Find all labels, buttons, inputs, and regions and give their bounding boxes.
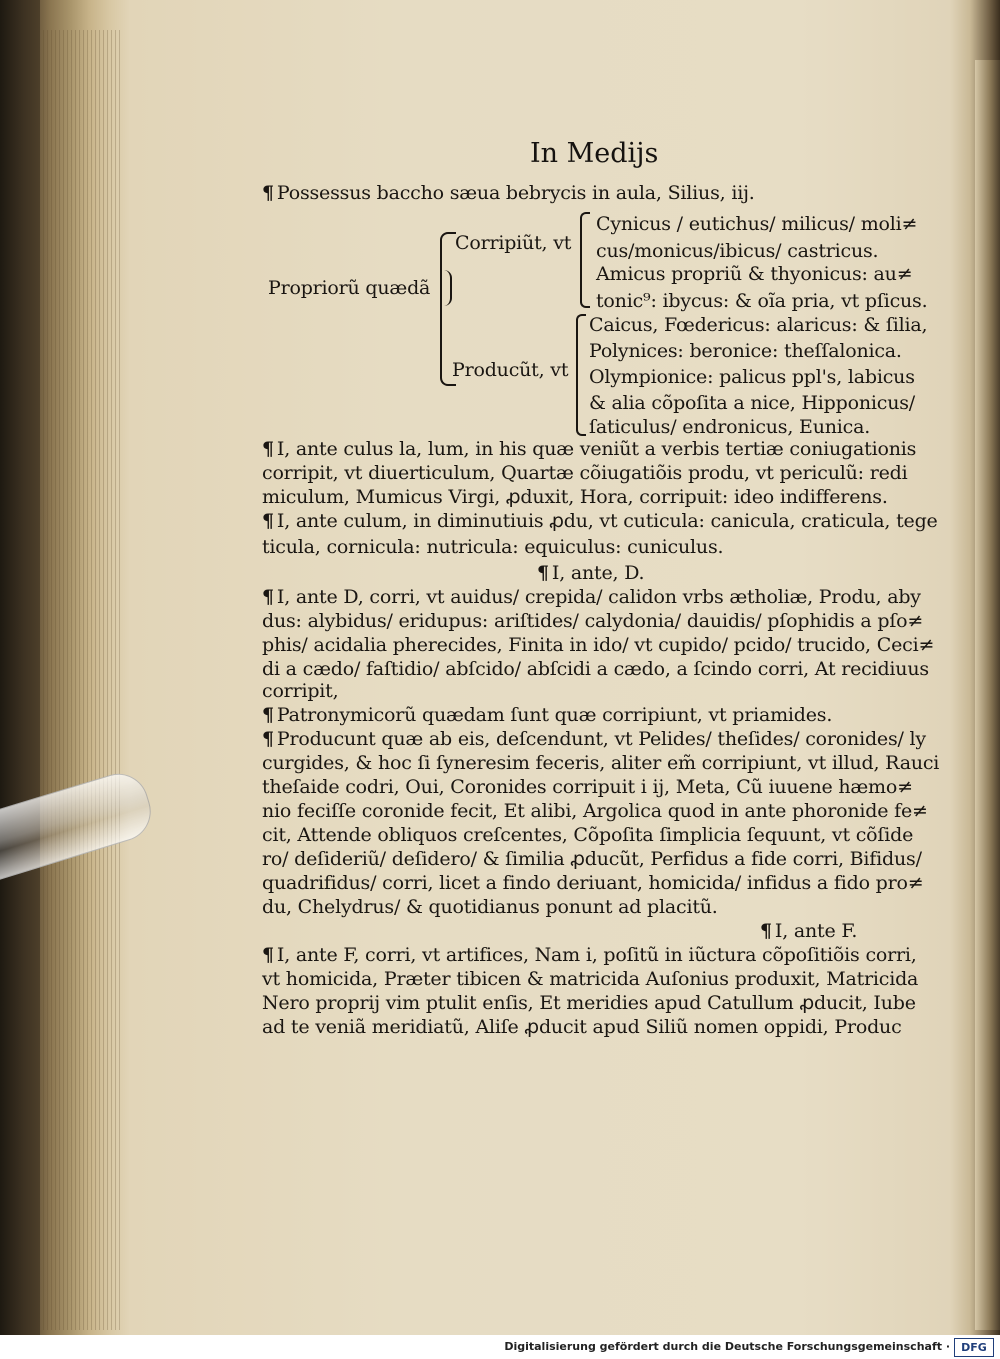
page-edges [35, 30, 120, 1330]
text-line: ¶ I, ante culus la, lum, in his quæ veniũt a verbis tertiæ coniugationis [262, 438, 917, 460]
brace-label-corripiunt: Corripiũt, vt [455, 232, 572, 254]
text-line: vt homicida, Præter tibicen & matricida Auſonius produxit, Matricida [262, 968, 919, 990]
brace-label-producunt: Producũt, vt [452, 359, 569, 381]
section-heading: ¶ I, ante, D. [537, 562, 645, 584]
pilcrow-icon: ¶ [760, 920, 772, 942]
text-line: ſaticulus/ endronicus, Eunica. [589, 416, 871, 438]
text-line: theſaide codri, Oui, Coronides corripuit i ij, Meta, Cũ iuuene hæmo≠ [262, 776, 913, 798]
pilcrow-icon: ¶ [262, 586, 274, 608]
pilcrow-icon: ¶ [262, 728, 274, 750]
dfg-logo: DFG [954, 1338, 994, 1357]
text-line: tonic⁹: ibycus: & oĩa pria, vt pſicus. [596, 290, 928, 312]
text-line: ad te veniã meridiatũ, Aliſe ꝓducit apud Siliũ nomen oppidi, Produc [262, 1016, 902, 1038]
pilcrow-icon: ¶ [262, 182, 274, 204]
text-line: corripit, vt diuerticulum, Quartæ cõiugatiõis produ, vt periculũ: redi [262, 462, 908, 484]
text-line: ro/ deſideriũ/ deſidero/ & ſimilia ꝓducũt, Perfidus a fide corri, Bifidus/ [262, 848, 922, 870]
brace [438, 270, 452, 306]
text-line: Caicus, Fœdericus: alaricus: & ſilia, [589, 314, 928, 336]
text-line: ¶ Possessus baccho sæua bebrycis in aula, Silius, iij. [262, 182, 755, 204]
text-line: cit, Attende obliquos creſcentes, Cõpoſita ſimplicia ſequunt, vt cõſide [262, 824, 914, 846]
pilcrow-icon: ¶ [262, 704, 274, 726]
pilcrow-icon: ¶ [262, 944, 274, 966]
text-line: nio feciſſe coronide fecit, Et alibi, Argolica quod in ante phoronide fe≠ [262, 800, 928, 822]
text-line: di a cædo/ faſtidio/ abſcido/ abſcidi a cædo, a ſcindo corri, At recidiuus [262, 658, 929, 680]
book-cover-edge [0, 0, 40, 1335]
text-line: ¶ I, ante culum, in diminutiuis ꝓdu, vt cuticula: canicula, craticula, tege [262, 510, 938, 532]
footer-credit: Digitalisierung gefördert durch die Deutsche Forschungsgemeinschaft · [504, 1340, 950, 1353]
text-line: cus/monicus/ibicus/ castricus. [596, 240, 879, 262]
pilcrow-icon: ¶ [262, 438, 274, 460]
text-line: miculum, Mumicus Virgi, ꝓduxit, Hora, corripuit: ideo indifferens. [262, 486, 888, 508]
text-line: Nero proprij vim ptulit enſis, Et meridies apud Catullum ꝓducit, Iube [262, 992, 916, 1014]
page-fold [975, 60, 1000, 1330]
text-line: phis/ acidalia pherecides, Finita in ido/ vt cupido/ pcido/ trucido, Ceci≠ [262, 634, 935, 656]
text-line: ¶ Producunt quæ ab eis, deſcendunt, vt Pelides/ theſides/ coronides/ ly [262, 728, 926, 750]
text-line: du, Chelydrus/ & quotidianus ponunt ad placitũ. [262, 896, 718, 918]
text-line: corripit, [262, 680, 339, 702]
text-line: & alia cõpoſita a nice, Hipponicus/ [589, 392, 915, 414]
text-line: ¶ I, ante F, corri, vt artifices, Nam i, poſitũ in iũctura cõpoſitiõis corri, [262, 944, 917, 966]
text-line: Amicus propriũ & thyonicus: au≠ [596, 263, 913, 285]
text-line: curgides, & hoc ſi ſyneresim feceris, aliter em̃ corripiunt, vt illud, Rauci [262, 752, 940, 774]
footer-bar [0, 1335, 1000, 1359]
pilcrow-icon: ¶ [262, 510, 274, 532]
pilcrow-icon: ¶ [537, 562, 549, 584]
text-line: ticula, cornicula: nutricula: equiculus: cuniculus. [262, 536, 724, 558]
section-heading: ¶ I, ante F. [760, 920, 858, 942]
text-line: quadrifidus/ corri, licet a findo deriuant, homicida/ infidus a fido pro≠ [262, 872, 924, 894]
brace [576, 314, 586, 436]
text-line: dus: alybidus/ eridupus: ariſtides/ calydonia/ dauidis/ pſophidis a pſo≠ [262, 610, 924, 632]
text-line: Olympionice: palicus ppl's, labicus [589, 366, 915, 388]
brace-label-main: Propriorũ quædã [268, 277, 431, 299]
text-line: Cynicus / eutichus/ milicus/ moli≠ [596, 213, 918, 235]
brace [580, 212, 590, 308]
text-line: ¶ I, ante D, corri, vt auidus/ crepida/ calidon vrbs ætholiæ, Produ, aby [262, 586, 921, 608]
text-line: ¶ Patronymicorũ quædam ſunt quæ corripiunt, vt priamides. [262, 704, 833, 726]
running-header: In Medijs [530, 138, 659, 169]
text-line: Polynices: beronice: theſſalonica. [589, 340, 902, 362]
